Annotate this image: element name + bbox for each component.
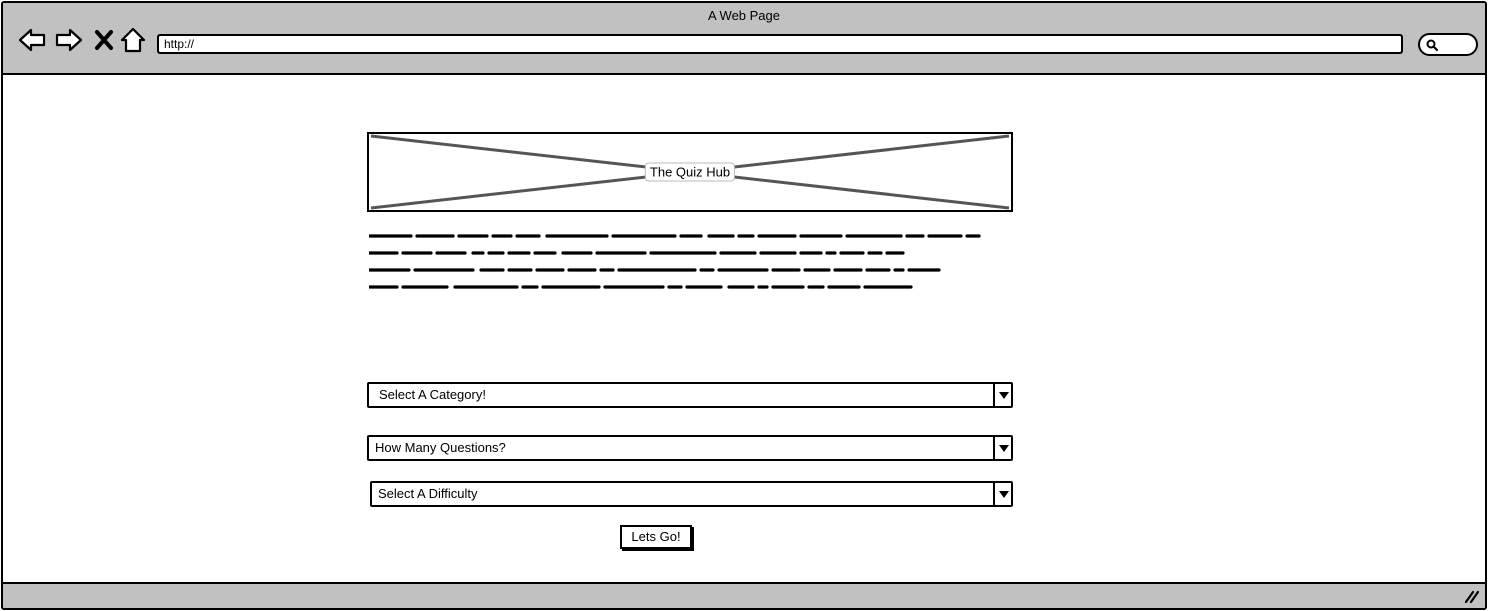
lorem-scribble-text: [369, 230, 1015, 295]
category-select-value: Select A Category!: [379, 387, 486, 402]
browser-statusbar: [3, 582, 1485, 608]
resize-grip-icon[interactable]: [1463, 588, 1479, 604]
chevron-down-icon[interactable]: [993, 384, 1011, 406]
question-count-select-value: How Many Questions?: [375, 440, 506, 455]
hero-image-placeholder: [367, 132, 1013, 212]
hero-title: The Quiz Hub: [645, 163, 735, 182]
browser-window: [1, 1, 1487, 610]
home-icon[interactable]: [118, 25, 148, 55]
difficulty-select[interactable]: [370, 481, 1013, 507]
chevron-down-icon[interactable]: [993, 483, 1011, 505]
difficulty-select-value: Select A Difficulty: [378, 486, 478, 501]
browser-search-box[interactable]: [1418, 33, 1478, 56]
lets-go-button[interactable]: Lets Go!: [620, 525, 692, 549]
url-input[interactable]: [157, 34, 1403, 54]
search-icon: [1426, 39, 1438, 51]
chevron-down-icon[interactable]: [993, 437, 1011, 459]
question-count-select[interactable]: [367, 435, 1013, 461]
page-content: [3, 77, 1485, 584]
category-select[interactable]: [367, 382, 1013, 408]
back-arrow-icon[interactable]: [17, 25, 47, 55]
close-icon[interactable]: [90, 25, 120, 55]
forward-arrow-icon[interactable]: [54, 25, 84, 55]
browser-titlebar: [3, 3, 1485, 75]
window-title: A Web Page: [707, 8, 781, 23]
